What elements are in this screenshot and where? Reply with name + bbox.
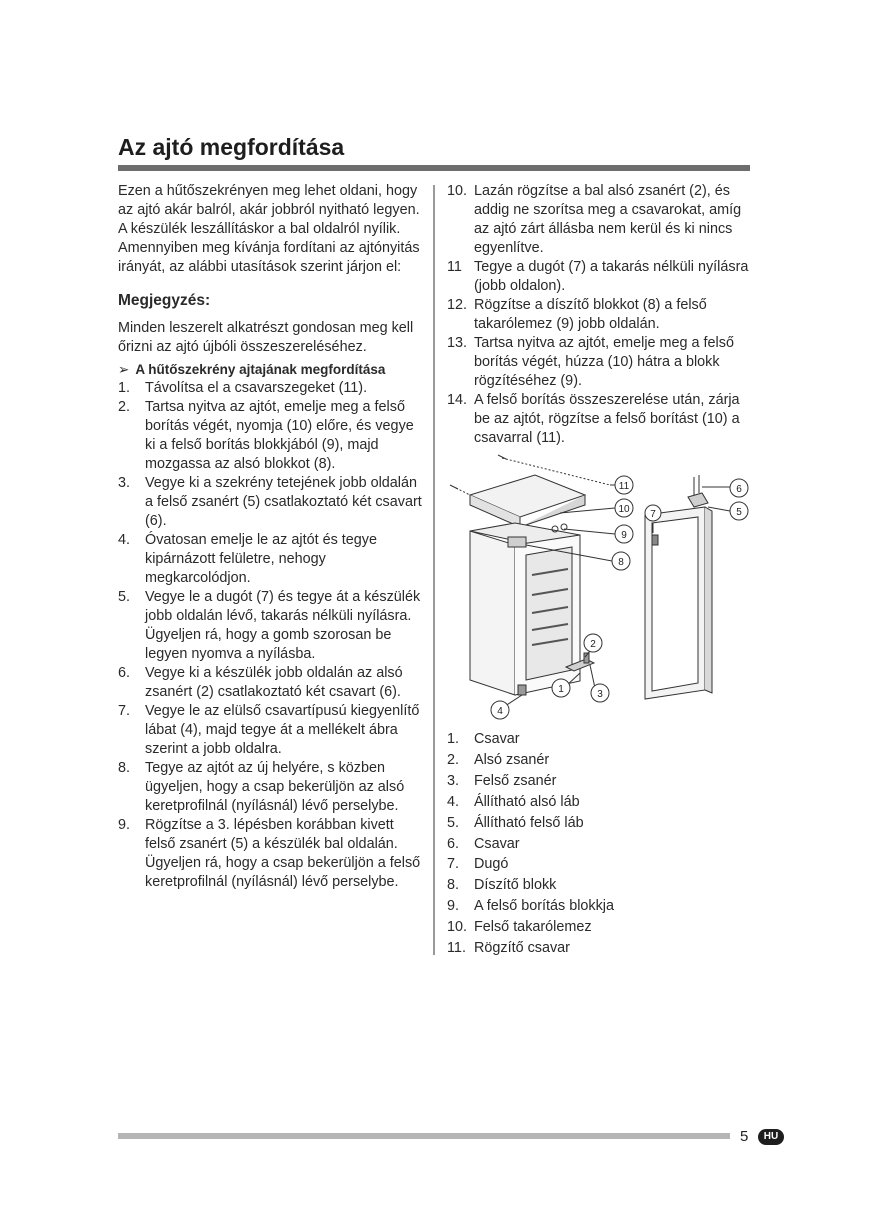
svg-text:5: 5: [736, 507, 742, 518]
right-step-list: [447, 182, 759, 448]
plug-7-shape: [652, 535, 658, 545]
callout-3: [591, 684, 609, 702]
callout-5: [730, 502, 748, 520]
callout-7: [645, 505, 661, 521]
step-item: [118, 759, 426, 816]
note-text: Minden leszerelt alkatrészt gondosan meg kell őrizni az ajtó újbóli összeszereléséhez.: [118, 320, 414, 355]
left-column: [118, 182, 426, 892]
step-item-number: 12.: [447, 297, 468, 313]
legend-item: [447, 771, 747, 792]
legend-item: [447, 875, 747, 896]
legend-item-text: Csavar: [474, 731, 520, 747]
title-underline: [118, 165, 750, 171]
step-item: [447, 182, 759, 258]
page-number: 5: [740, 1128, 749, 1145]
legend-item: [447, 896, 747, 917]
legend-item-number: 9.: [447, 898, 460, 915]
legend-item-text: Felső takarólemez: [474, 919, 592, 936]
svg-text:11: 11: [618, 481, 630, 492]
legend-item: [447, 750, 747, 771]
legend-item-text: A felső borítás blokkja: [474, 898, 614, 915]
step-item: [447, 391, 759, 448]
step-item-text: Vegye ki a szekrény tetejének jobb oldalán a felső zsanért (5) csatlakoztató két csavart (6).: [145, 475, 422, 529]
step-item: [447, 334, 759, 391]
legend-item-number: 11.: [447, 940, 466, 957]
legend-item-text: Dugó: [474, 856, 509, 873]
procedure-heading: [118, 360, 426, 379]
step-item: [118, 664, 426, 702]
procedure-heading-text: A hűtőszekrény ajtajának megfordítása: [135, 362, 386, 377]
legend-item-number: 2.: [447, 751, 460, 768]
step-item-number: 4.: [118, 532, 131, 548]
step-item: [118, 816, 426, 892]
step-item-text: A felső borítás összeszerelése után, zárja be az ajtót, rögzítse a felső borítást (10) a csavarral (11).: [474, 392, 740, 446]
column-divider: [433, 185, 435, 955]
step-item: [118, 702, 426, 759]
svg-text:3: 3: [597, 689, 603, 700]
svg-text:2: 2: [590, 639, 596, 650]
legend-item-number: 5.: [447, 814, 460, 831]
step-item-number: 5.: [118, 589, 131, 605]
step-item-text: Óvatosan emelje le az ajtót és tegye kipárnázott felületre, nehogy megkarcolódjon.: [145, 532, 377, 586]
legend-item-number: 1.: [447, 731, 460, 747]
step-item: [118, 398, 426, 474]
step-item-text: Vegye le az elülső csavartípusú kiegyenlítő lábat (4), majd tegye át a mellékelt ábra szerint a jobb oldalra.: [145, 703, 420, 757]
step-item: [118, 531, 426, 588]
svg-text:10: 10: [618, 504, 630, 515]
step-item-number: 13.: [447, 335, 468, 351]
legend-item-text: Állítható felső láb: [474, 814, 584, 831]
callout-6: [730, 479, 748, 497]
legend-item-text: Felső zsanér: [474, 772, 557, 789]
step-item-number: 6.: [118, 665, 131, 681]
legend-item-number: 6.: [447, 835, 460, 852]
svg-text:7: 7: [650, 509, 656, 520]
step-item-text: Rögzítse a 3. lépésben korábban kivett felső zsanért (5) a készülék bal oldalán. Ügyeljen rá, hogy a csap bekerüljön a felső keretprofilnál (nyílásnál) lévő perselybe.: [145, 817, 421, 890]
cabinet-side-shape: [470, 531, 515, 695]
step-item-text: Tartsa nyitva az ajtót, emelje meg a felső borítás végét, húzza (10) hátra a blokk rögzítéséhez (9).: [474, 335, 734, 389]
legend-item-number: 8.: [447, 877, 460, 894]
step-item-number: 8.: [118, 760, 131, 776]
svg-text:6: 6: [736, 484, 742, 495]
arrow-bullet-icon: ➢: [118, 362, 130, 377]
step-item-text: Vegye le a dugót (7) és tegye át a készülék jobb oldalán lévő, takarás nélküli nyílásra. Ügyeljen rá, hogy a gomb szorosan be legyen nyomva a nyílásba.: [145, 589, 421, 662]
legend-item-number: 10.: [447, 919, 468, 936]
callout-4: [491, 701, 509, 719]
step-item-number: 1.: [118, 380, 131, 396]
legend-item: [447, 813, 747, 834]
step-item-number: 10.: [447, 183, 468, 199]
step-item: [118, 379, 426, 398]
step-item-text: Tartsa nyitva az ajtót, emelje meg a felső borítás végét, nyomja (10) előre, és vegye ki a felső borítás blokkjából (9), majd mozgassa az alsó blokkot (8).: [145, 399, 414, 472]
note-heading: Megjegyzés:: [118, 292, 211, 309]
step-item-number: 11: [447, 259, 462, 275]
svg-text:8: 8: [618, 557, 624, 568]
step-item-number: 7.: [118, 703, 131, 719]
step-item-text: Rögzítse a díszítő blokkot (8) a felső takarólemez (9) jobb oldalán.: [474, 297, 707, 332]
footer-rule: [118, 1133, 730, 1139]
door-reversal-diagram: [440, 445, 770, 725]
svg-text:9: 9: [621, 530, 627, 541]
step-item-text: Lazán rögzítse a bal alsó zsanért (2), és addig ne szorítsa meg a csavarokat, amíg az ajtó zárt állásba nem kerül és ki nincs egyenlítve.: [474, 183, 742, 256]
upper-hinge-5-shape: [688, 493, 708, 507]
step-item: [118, 588, 426, 664]
step-item-text: Vegye ki a készülék jobb oldalán az alsó zsanért (2) csatlakoztató két csavart (6).: [145, 665, 403, 700]
legend-item-number: 3.: [447, 772, 460, 789]
callout-9: [615, 525, 633, 543]
legend-item: [447, 854, 747, 875]
legend-item-text: Csavar: [474, 835, 520, 852]
step-item-text: Távolítsa el a csavarszegeket (11).: [145, 380, 368, 396]
legend-item: [447, 729, 747, 750]
left-step-list: [118, 379, 426, 892]
foot-4-shape: [518, 685, 526, 695]
legend-item: [447, 917, 747, 938]
step-item-text: Tegye az ajtót az új helyére, s közben ügyeljen, hogy a csap bekerüljön az alsó keretprofilnál (nyílásnál) lévő perselybe.: [145, 760, 405, 814]
step-item-text: Tegye a dugót (7) a takarás nélküli nyílásra (jobb oldalon).: [474, 259, 749, 294]
callout-1: [552, 679, 570, 697]
intro-paragraph: Ezen a hűtőszekrényen meg lehet oldani, hogy az ajtó akár balról, akár jobbról nyitható legyen. A készülék leszállításkor a bal oldalról nyílik. Amennyiben meg kívánja fordítani az ajtónyitás irányát, az alábbi utasítások szerint járjon el:: [118, 183, 420, 275]
step-item-number: 3.: [118, 475, 131, 491]
legend-item-number: 4.: [447, 793, 460, 810]
step-item: [118, 474, 426, 531]
step-item-number: 9.: [118, 817, 131, 833]
svg-text:4: 4: [497, 706, 503, 717]
callout-8: [612, 552, 630, 570]
svg-text:1: 1: [558, 684, 564, 695]
trim-block-8-shape: [508, 537, 526, 547]
callout-2: [584, 634, 602, 652]
callout-10: [615, 499, 633, 517]
step-item-number: 2.: [118, 399, 131, 415]
parts-legend: [447, 729, 747, 959]
legend-item: [447, 792, 747, 813]
page-title: Az ajtó megfordítása: [118, 134, 345, 160]
legend-item: [447, 938, 747, 959]
legend-item-text: Alsó zsanér: [474, 751, 550, 768]
language-badge: HU: [758, 1129, 784, 1145]
legend-item-text: Rögzítő csavar: [474, 940, 570, 957]
legend-item-text: Állítható alsó láb: [474, 793, 580, 810]
legend-item: [447, 834, 747, 855]
step-item: [447, 296, 759, 334]
legend-item-number: 7.: [447, 856, 460, 873]
step-item-number: 14.: [447, 392, 468, 408]
step-item: [447, 258, 759, 296]
legend-item-text: Díszítő blokk: [474, 877, 557, 894]
callout-11: [615, 476, 633, 494]
